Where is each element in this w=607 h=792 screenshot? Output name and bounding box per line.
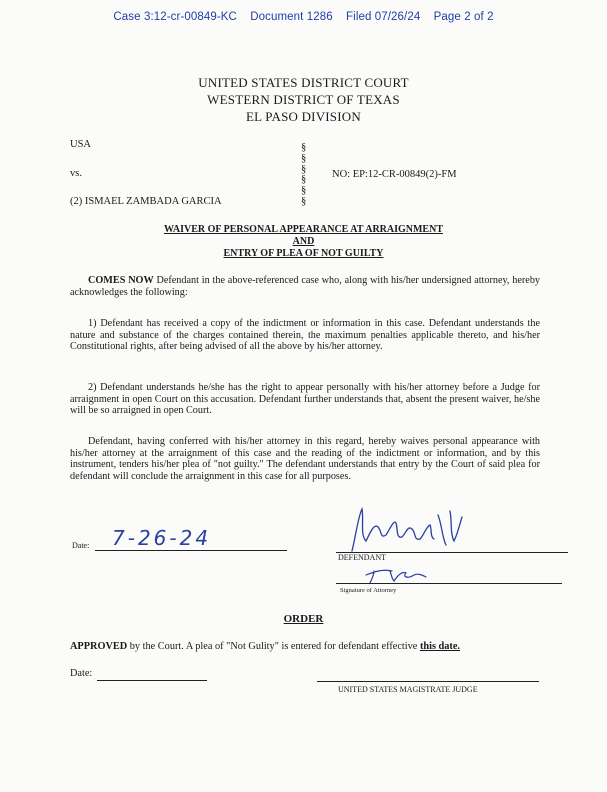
court-name: UNITED STATES DISTRICT COURT [198, 75, 409, 90]
document-title-line2: AND [292, 236, 315, 247]
order-approval-text [70, 641, 550, 652]
paragraph-2: 2) Defendant understands he/she has the right to appear personally with his/her attorney before a Judge for arraignment in open Court on this accusation. Defendant further understands that, absent the present waiver, he/she will be so arraigned in open Court. [70, 382, 540, 417]
date-signature-line [95, 550, 287, 551]
order-date-label: Date: [70, 668, 93, 679]
header-page-number: Page 2 of 2 [433, 11, 494, 23]
section-symbol: § [301, 185, 307, 197]
judge-label: UNITED STATES MAGISTRATE JUDGE [338, 685, 478, 694]
intro-paragraph [70, 275, 540, 298]
section-symbol: § [301, 174, 307, 186]
caption-plaintiff: USA [70, 139, 92, 150]
header-case-number: Case 3:12-cr-00849-KC [113, 11, 237, 23]
document-title-line3: ENTRY OF PLEA OF NOT GUILTY [223, 248, 384, 259]
caption-defendant: (2) ISMAEL ZAMBADA GARCIA [70, 196, 222, 207]
paragraph-3: Defendant, having conferred with his/her attorney in this regard, hereby waives personal appearance with his/her attorney at the arraignment of this case and the reading of the indictment or information, and by this instrument, tenders his/her plea of "not guilty." The defendant understands that entry by the Court of said plea for defendant will conclude the arraignment in this case for all purposes. [70, 436, 540, 482]
attorney-label: Signature of Attorney [340, 587, 397, 594]
date-label: Date: [72, 541, 90, 550]
order-approved-body: by the Court. A plea of "Not Gulity" is entered for defendant effective [127, 641, 420, 652]
section-symbol-column [301, 143, 306, 208]
header-document-number: Document 1286 [250, 11, 333, 23]
document-title-line1: WAIVER OF PERSONAL APPEARANCE AT ARRAIGNMENT [163, 224, 443, 235]
section-symbol: § [301, 152, 307, 164]
judge-signature-line [317, 681, 539, 682]
order-approved-tail: this date. [419, 641, 460, 652]
handwritten-date: 7-26-24 [112, 526, 212, 550]
defendant-signature-scribble [346, 505, 466, 555]
section-symbol: § [301, 163, 307, 175]
attorney-signature-line [336, 583, 562, 584]
court-division: EL PASO DIVISION [246, 109, 361, 124]
court-district: WESTERN DISTRICT OF TEXAS [207, 92, 400, 107]
order-approved-lead: APPROVED [70, 641, 128, 652]
court-heading [0, 74, 607, 125]
order-date-line [97, 680, 207, 681]
caption-vs: vs. [70, 168, 82, 179]
section-symbol: § [301, 142, 307, 153]
header-filed-date: Filed 07/26/24 [346, 11, 421, 23]
defendant-label: DEFENDANT [338, 553, 386, 562]
intro-text: Defendant in the above-referenced case who, along with his/her undersigned attorney, hereby acknowledges the following: [70, 275, 541, 298]
intro-lead: COMES NOW [88, 275, 154, 286]
paragraph-1: 1) Defendant has received a copy of the indictment or information in this case. Defendant understands the nature and substance of the charges contained therein, the maximum penalties applicable thereto, and his/her Constitutional rights, after being advised of all the above by his/her attorney. [70, 318, 540, 353]
section-symbol: § [301, 195, 307, 207]
order-heading: ORDER [283, 613, 324, 625]
caption-case-number: NO: EP:12-CR-00849(2)-FM [332, 169, 457, 180]
attorney-signature-scribble [362, 565, 432, 585]
filing-header [0, 11, 607, 23]
